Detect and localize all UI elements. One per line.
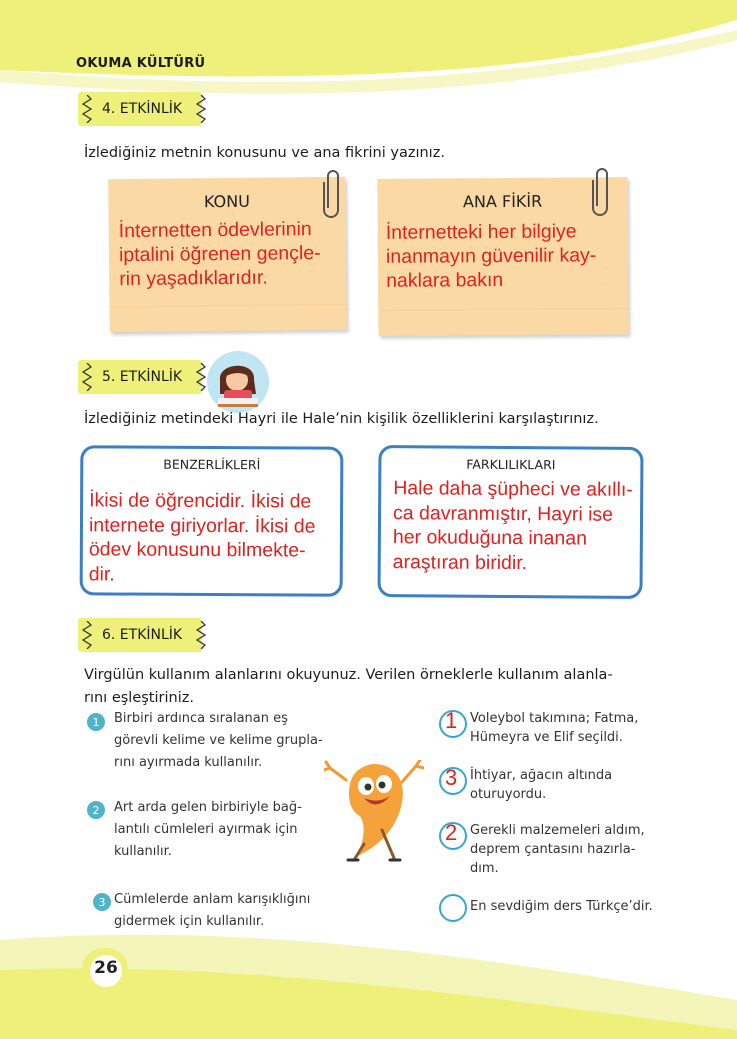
use-2-number: 2 [87,801,105,819]
zigzag-icon [82,95,92,123]
comma-mascot-illustration [324,760,424,866]
activity-4-tag [78,92,202,126]
page-number: 26 [94,958,118,978]
use-3-text: Cümlelerde anlam karışıklığını gidermek için kullanılır. [114,892,311,929]
use-2-text: Art arda gelen birbiriyle bağ- lantılı cümleleri ayırmak için kullanılır. [114,800,302,859]
paperclip-icon [591,166,611,216]
activity-6-instruction: Virgülün kullanım alanlarını okuyunuz. Verilen örneklerle kullanım alanla- rını eşleştiriniz. [84,667,613,706]
use-3-number: 3 [93,893,111,911]
section-label: OKUMA KÜLTÜRÜ [76,56,206,71]
zigzag-icon [82,621,92,649]
konu-answer: İnternetten ödevlerinin iptalini öğrenen gençle- rin yaşadıklarıdır. [118,218,321,291]
answer-ring-4[interactable] [439,894,467,922]
example-2-text: İhtiyar, ağacın altında oturuyordu. [470,768,613,802]
activity-6-tag [78,618,202,652]
answer-3-value: 2 [445,820,458,845]
activity-4-instruction: İzlediğiniz metnin konusunu ve ana fikrini yazınız. [84,145,445,161]
zigzag-icon [196,363,206,391]
benzerlikler-answer: İkisi de öğrencidir. İkisi de internete giriyorlar. İkisi de ödev konusunu bilmekte- dir. [88,489,316,585]
activity-4-title: 4. ETKİNLİK [102,101,183,117]
ana-fikir-heading: ANA FİKİR [462,191,543,212]
activity-5-tag [78,360,202,394]
benzerlikler-heading: BENZERLİKLERİ [163,456,261,473]
example-1-text: Voleybol takımına; Fatma, Hümeyra ve Elif seçildi. [470,711,639,745]
activity-5-instruction: İzlediğiniz metindeki Hayri ile Hale’nin kişilik özelliklerini karşılaştırınız. [84,411,599,427]
activity-5-title: 5. ETKİNLİK [102,369,183,385]
student-illustration [206,350,270,414]
activity-6-title: 6. ETKİNLİK [102,627,183,643]
zigzag-icon [196,95,206,123]
konu-heading: KONU [203,191,250,212]
example-4-text: En sevdiğim ders Türkçe’dir. [470,899,653,914]
use-1-text: Birbiri ardınca sıralanan eş görevli kelime ve kelime grupla- rını ayırmada kullanılır. [114,711,323,770]
benzerlikler-box [80,445,344,596]
answer-2-value: 3 [445,765,458,790]
paperclip-icon [322,168,342,218]
farkliliklar-answer: Hale daha şüpheci ve akıllı- ca davranmıştır, Hayri ise her okuduğuna inanan araştıran biridir. [392,477,633,574]
zigzag-icon [196,621,206,649]
konu-note [108,177,347,332]
answer-1-value: 1 [445,708,458,733]
ana-fikir-answer: İnternetteki her bilgiye inanmayın güvenilir kay- naklara bakın [385,220,597,292]
use-1-number: 1 [87,713,105,731]
zigzag-icon [82,363,92,391]
farkliliklar-heading: FARKLILIKLARI [466,456,556,473]
example-3-text: Gerekli malzemeleri aldım, deprem çantasını hazırla- dım. [470,823,645,876]
farkliliklar-box [377,445,643,599]
